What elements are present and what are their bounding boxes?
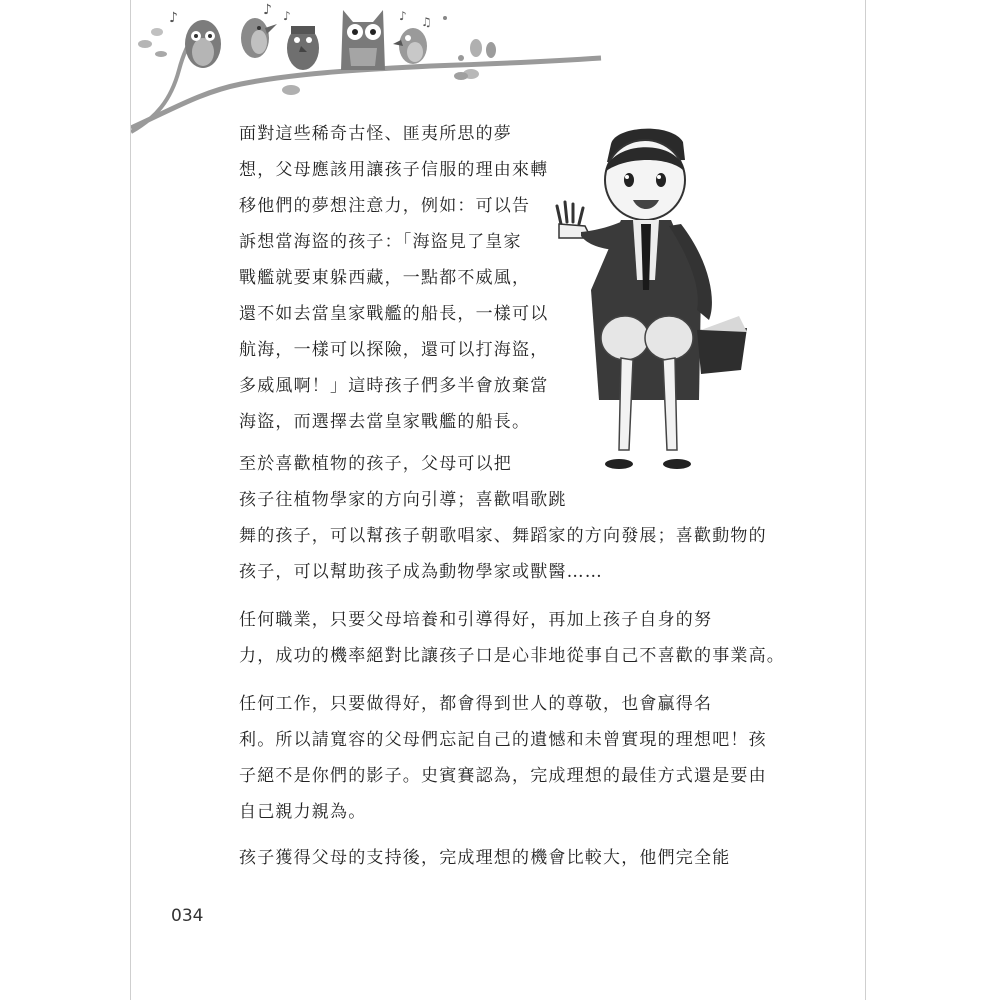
- text-line: 移他們的夢想注意力，例如：可以告: [239, 196, 531, 216]
- svg-text:♪: ♪: [283, 9, 291, 23]
- svg-text:♪: ♪: [263, 2, 272, 18]
- text-line: 力，成功的機率絕對比讓孩子口是心非地從事自己不喜歡的事業高。: [239, 646, 785, 666]
- text-line: 多威風啊！」這時孩子們多半會放棄當: [239, 376, 549, 396]
- text-line: 孩子往植物學家的方向引導；喜歡唱歌跳: [239, 490, 567, 510]
- paragraph: [239, 686, 767, 830]
- paragraph: [239, 446, 767, 590]
- text-line: 戰艦就要東躲西藏，一點都不威風，: [239, 268, 531, 288]
- text-line: 任何職業，只要父母培養和引導得好，再加上孩子自身的努: [239, 610, 713, 630]
- text-line: 還不如去當皇家戰艦的船長，一樣可以: [239, 304, 549, 324]
- paragraph: [239, 602, 785, 674]
- text-line: 自己親力親為。: [239, 802, 367, 822]
- text-line: 舞的孩子，可以幫孩子朝歌唱家、舞蹈家的方向發展；喜歡動物的: [239, 526, 767, 546]
- text-line: 面對這些稀奇古怪、匪夷所思的夢: [239, 124, 512, 144]
- text-line: 孩子，可以幫助孩子成為動物學家或獸醫……: [239, 562, 603, 582]
- paragraph: [239, 116, 549, 440]
- paragraph: [239, 840, 759, 876]
- text-line: 訴想當海盜的孩子：「海盜見了皇家: [239, 232, 522, 252]
- svg-text:♪: ♪: [399, 9, 407, 23]
- text-line: 至於喜歡植物的孩子，父母可以把: [239, 454, 512, 474]
- text-line: 航海，一樣可以探險，還可以打海盜，: [239, 340, 549, 360]
- svg-text:♫: ♫: [421, 15, 432, 29]
- book-page: [130, 0, 866, 1000]
- text-line: 利。所以請寬容的父母們忘記自己的遺憾和未曾實現的理想吧！孩: [239, 730, 767, 750]
- text-line: 任何工作，只要做得好，都會得到世人的尊敬，也會贏得名: [239, 694, 713, 714]
- text-line: 海盜，而選擇去當皇家戰艦的船長。: [239, 412, 531, 432]
- svg-text:♪: ♪: [169, 10, 178, 26]
- boy-captain-illustration: [541, 120, 751, 495]
- text-line: 想，父母應該用讓孩子信服的理由來轉: [239, 160, 549, 180]
- text-line: 子絕不是你們的影子。史賓賽認為，完成理想的最佳方式還是要由: [239, 766, 767, 786]
- page-number: 034: [171, 906, 204, 926]
- text-line: 孩子獲得父母的支持後，完成理想的機會比較大，他們完全能: [239, 848, 731, 868]
